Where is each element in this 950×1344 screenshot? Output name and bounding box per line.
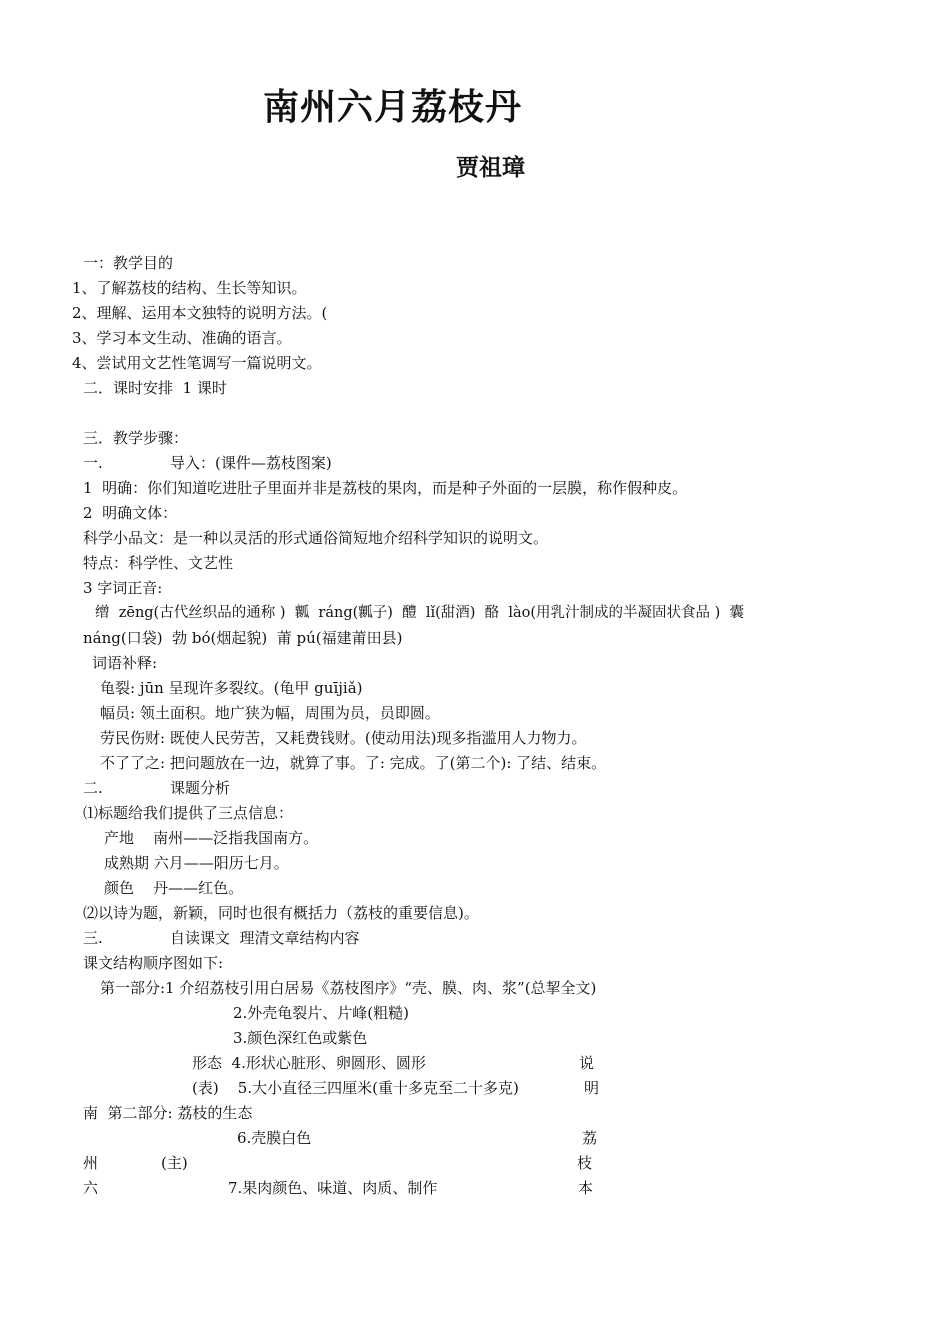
structure-line: 2.外壳龟裂片、片峰(粗糙)	[233, 1004, 410, 1022]
structure-line: 7.果肉颜色、味道、肉质、制作	[228, 1179, 438, 1197]
info-item: 产地 南州——泛指我国南方。	[104, 829, 319, 847]
vocab-item: 劳民伤财: 既使人民劳苦，又耗费钱财。(使动用法)现多指滥用人力物力。	[100, 729, 587, 747]
pronunciation-line: 缯 zēng(古代丝织品的通称 ) 瓤 ráng(瓤子) 醴 lǐ(甜酒) 酪 lào(用乳汁制成的半凝固状食品 ) 囊	[95, 605, 745, 621]
structure-line: 6.壳膜白色	[237, 1129, 312, 1147]
paragraph-line: 2 明确文体：	[83, 504, 178, 522]
step-title-2: 课题分析	[170, 779, 231, 797]
section-heading-goals: 一：教学目的	[83, 254, 174, 272]
structure-line: 形态 4.形状心脏形、卵圆形、圆形	[192, 1054, 426, 1072]
paragraph-line: 课文结构顺序图如下:	[83, 954, 224, 972]
paragraph-line: 3 字词正音:	[83, 579, 163, 597]
info-item: 颜色 丹——红色。	[104, 879, 244, 897]
vocab-item: 不了了之: 把问题放在一边，就算了事。了: 完成。了(第二个): 了结、结束。	[100, 754, 607, 772]
vocab-item: 幅员: 领土面积。地广狭为幅，周围为员，员即圆。	[100, 704, 440, 722]
document-title: 南州六月荔枝丹	[263, 87, 523, 128]
step-number-2: 二.	[83, 779, 103, 797]
paragraph-line: 1 明确：你们知道吃进肚子里面并非是荔枝的果肉，而是种子外面的一层膜，称作假种皮。	[83, 479, 688, 497]
side-column-char: 本	[578, 1179, 594, 1197]
section-heading-schedule: 二．课时安排 1 课时	[83, 379, 227, 397]
step-title-1: 导入：(课件—荔枝图案)	[170, 454, 332, 472]
goal-item-3: 3、学习本文生动、准确的语言。	[72, 329, 292, 347]
info-item: 成熟期 六月——阳历七月。	[104, 854, 289, 872]
structure-line: (表) 5.大小直径三四厘米(重十多克至二十多克)	[192, 1079, 519, 1097]
side-column-char: 州	[83, 1154, 99, 1172]
structure-line: 3.颜色深红色或紫色	[233, 1029, 368, 1047]
goal-item-4: 4、尝试用文艺性笔调写一篇说明文。	[72, 354, 322, 372]
goal-item-1: 1、了解荔枝的结构、生长等知识。	[72, 279, 307, 297]
section-heading-steps: 三．教学步骤：	[83, 429, 189, 447]
structure-line: 第一部分:1 介绍荔枝引用白居易《荔枝图序》“壳、膜、肉、浆”(总挈全文)	[100, 979, 597, 997]
vocab-item: 龟裂: jūn 呈现许多裂纹。(龟甲 guījiǎ)	[100, 679, 363, 697]
step-title-3: 自读课文 理清文章结构内容	[170, 929, 360, 947]
side-column-char: 六	[83, 1179, 99, 1197]
structure-line: (主)	[161, 1154, 188, 1172]
step-number-3: 三.	[83, 929, 103, 947]
structure-line: 南 第二部分: 荔枝的生态	[83, 1104, 253, 1122]
side-column-char: 荔	[582, 1129, 598, 1147]
paragraph-line: ⑵以诗为题，新颖，同时也很有概括力（荔枝的重要信息)。	[83, 904, 479, 922]
paragraph-line: 科学小品文：是一种以灵活的形式通俗简短地介绍科学知识的说明文。	[83, 529, 549, 547]
paragraph-line: 特点：科学性、文艺性	[83, 554, 234, 572]
step-number-1: 一.	[83, 454, 103, 472]
side-column-char: 明	[584, 1079, 600, 1097]
side-column-char: 枝	[577, 1154, 593, 1172]
vocab-heading: 词语补释:	[92, 654, 158, 672]
paragraph-line: ⑴标题给我们提供了三点信息：	[83, 804, 294, 822]
pronunciation-line: náng(口袋) 勃 bó(烟起貌) 莆 pú(福建莆田县)	[83, 629, 403, 647]
document-author: 贾祖璋	[456, 155, 525, 181]
side-column-char: 说	[579, 1054, 595, 1072]
goal-item-2: 2、理解、运用本文独特的说明方法。(	[72, 304, 328, 322]
